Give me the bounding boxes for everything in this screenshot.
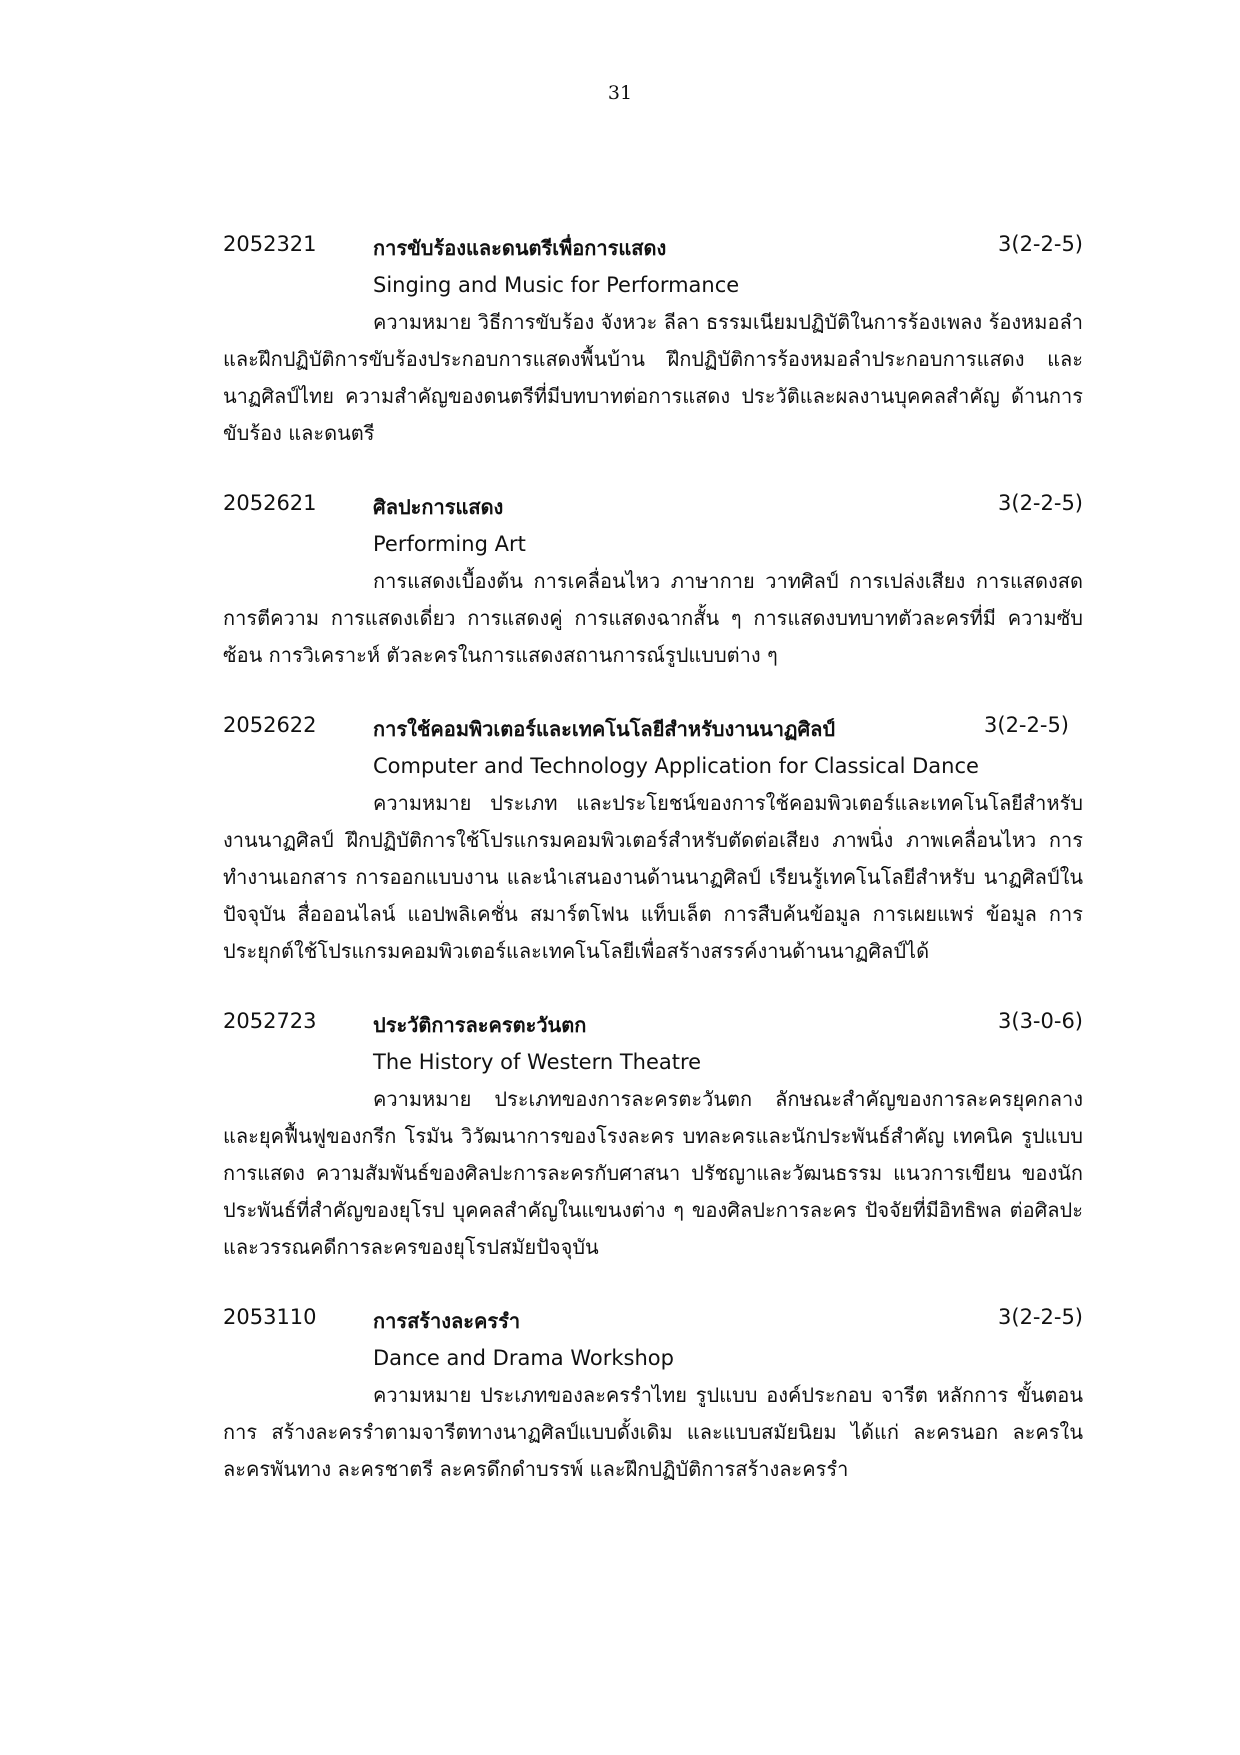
course-header (223, 1003, 1083, 1043)
course-code: 2052622 (223, 713, 317, 737)
course-title-thai: ประวัติการละครตะวันตก (373, 1013, 587, 1037)
course-title-thai: การใช้คอมพิวเตอร์และเทคโนโลยีสำหรับงานนาฏศิลป์ (373, 717, 836, 741)
course-description: การแสดงเบื้องต้น การเคลื่อนไหว ภาษากาย วาทศิลป์ การเปล่งเสียง การแสดงสด การตีความ การแสดงเดี่ยว การแสดงคู่ การแสดงฉากสั้น ๆ การแสดงบทบาทตัวละครที่มี ความซับซ้อน การวิเคราะห์ ตัวละครในการแสดงสถานการณ์รูปแบบต่าง ๆ (223, 569, 1083, 667)
course-title-english: Dance and Drama Workshop (373, 1346, 674, 1370)
course-credits: 3(2-2-5) (984, 713, 1069, 737)
course-credits: 3(3-0-6) (998, 1009, 1083, 1033)
course-header (223, 1299, 1083, 1339)
course-entry (223, 707, 1083, 970)
course-description: ความหมาย ประเภทของการละครตะวันตก ลักษณะสำคัญของการละครยุคกลาง และยุคฟื้นฟูของกรีก โรมัน วิวัฒนาการของโรงละคร บทละครและนักประพันธ์สำคัญ เทคนิค รูปแบบการแสดง ความสัมพันธ์ของศิลปะการละครกับศาสนา ปรัชญาและวัฒนธรรม แนวการเขียน ของนักประพันธ์ที่สำคัญของยุโรป บุคคลสำคัญในแขนงต่าง ๆ ของศิลปะการละคร ปัจจัยที่มีอิทธิพล ต่อศิลปะและวรรณคดีการละครของยุโรปสมัยปัจจุบัน (223, 1087, 1083, 1259)
course-entry (223, 226, 1083, 452)
course-title-thai: การขับร้องและดนตรีเพื่อการแสดง (373, 236, 667, 260)
course-entry (223, 1003, 1083, 1266)
course-description: ความหมาย วิธีการขับร้อง จังหวะ ลีลา ธรรมเนียมปฏิบัติในการร้องเพลง ร้องหมอลำ และฝึกปฏิบัติการขับร้องประกอบการแสดงพื้นบ้าน ฝึกปฏิบัติการร้องหมอลำประกอบการแสดง และนาฏศิลป์ไทย ความสำคัญของดนตรีที่มีบทบาทต่อการแสดง ประวัติและผลงานบุคคลสำคัญ ด้านการขับร้อง และดนตรี (223, 310, 1083, 445)
course-code: 2052723 (223, 1009, 317, 1033)
course-code: 2052621 (223, 491, 317, 515)
course-code: 2053110 (223, 1305, 317, 1329)
course-title-english: Performing Art (373, 532, 526, 556)
page-number: 31 (607, 82, 633, 104)
course-title-english: Singing and Music for Performance (373, 273, 740, 297)
course-description: ความหมาย ประเภท และประโยชน์ของการใช้คอมพิวเตอร์และเทคโนโลยีสำหรับ งานนาฏศิลป์ ฝึกปฏิบัติการใช้โปรแกรมคอมพิวเตอร์สำหรับตัดต่อเสียง ภาพนิ่ง ภาพเคลื่อนไหว การทำงานเอกสาร การออกแบบงาน และนำเสนองานด้านนาฏศิลป์ เรียนรู้เทคโนโลยีสำหรับ นาฏศิลป์ในปัจจุบัน สื่อออนไลน์ แอปพลิเคชั่น สมาร์ตโฟน แท็บเล็ต การสืบค้นข้อมูล การเผยแพร่ ข้อมูล การประยุกต์ใช้โปรแกรมคอมพิวเตอร์และเทคโนโลยีเพื่อสร้างสรรค์งานด้านนาฏศิลป์ได้ (223, 791, 1083, 963)
course-title-english: The History of Western Theatre (373, 1050, 702, 1074)
course-header (223, 226, 1083, 266)
course-code: 2052321 (223, 232, 317, 256)
course-header (223, 485, 1083, 525)
course-credits: 3(2-2-5) (998, 1305, 1083, 1329)
course-title-thai: การสร้างละครรำ (373, 1309, 521, 1333)
course-header (223, 707, 1083, 747)
course-credits: 3(2-2-5) (998, 491, 1083, 515)
course-credits: 3(2-2-5) (998, 232, 1083, 256)
course-entry (223, 485, 1083, 674)
course-list (223, 226, 1083, 1521)
course-entry (223, 1299, 1083, 1488)
course-title-thai: ศิลปะการแสดง (373, 495, 504, 519)
course-title-english: Computer and Technology Application for Classical Dance (373, 754, 979, 778)
course-description: ความหมาย ประเภทของละครรำไทย รูปแบบ องค์ประกอบ จารีต หลักการ ขั้นตอนการ สร้างละครรำตามจารีตทางนาฏศิลป์แบบดั้งเดิม และแบบสมัยนิยม ได้แก่ ละครนอก ละครใน ละครพันทาง ละครชาตรี ละครดึกดำบรรพ์ และฝึกปฏิบัติการสร้างละครรำ (223, 1383, 1083, 1481)
